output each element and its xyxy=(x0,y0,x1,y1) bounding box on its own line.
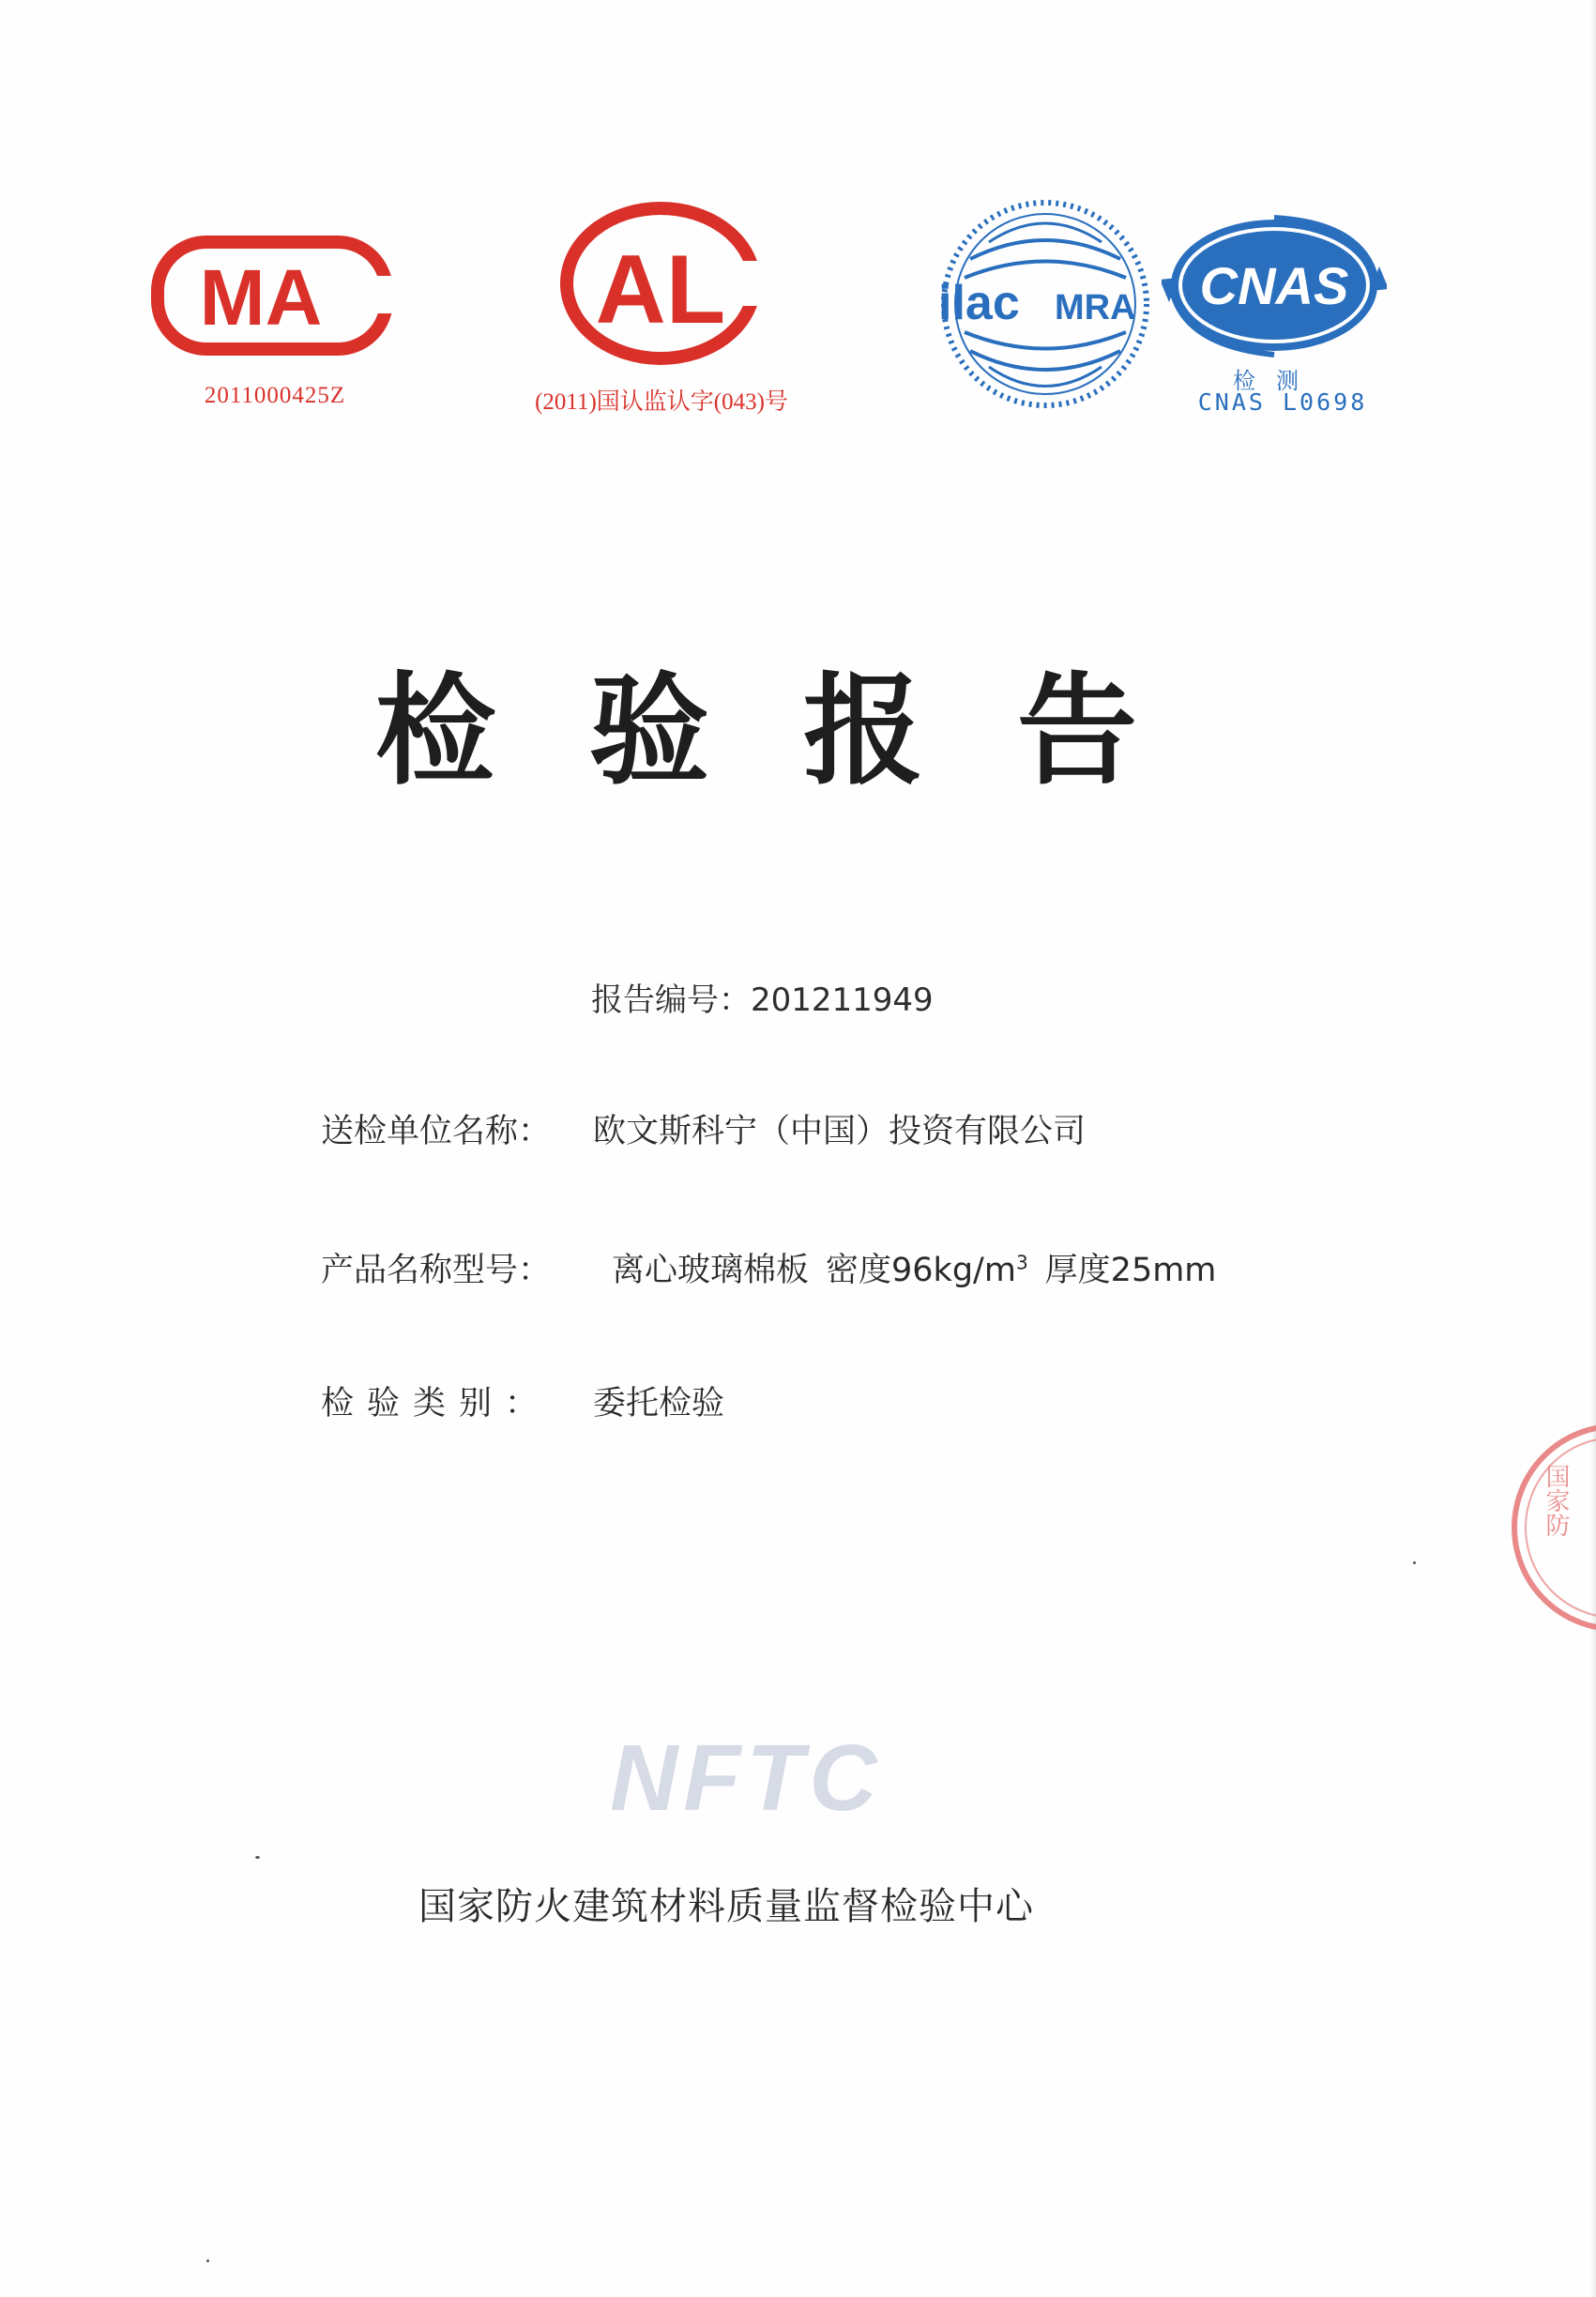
mra-text: MRA xyxy=(1055,288,1136,327)
cnas-logo-text: CNAS xyxy=(1199,256,1349,315)
cnas-category: 检测 xyxy=(1233,368,1319,394)
cnas-logo xyxy=(1162,205,1387,364)
ilac-mra-logo xyxy=(933,193,1158,415)
inspection-type-label: 检验类别： xyxy=(321,1385,552,1422)
product-density-exponent: 3 xyxy=(1015,1251,1028,1274)
product-density xyxy=(826,1252,1028,1289)
scan-speck xyxy=(255,1856,260,1859)
organization-name: 国家防火建筑材料质量监督检验中心 xyxy=(418,1885,1034,1928)
cma-number: 2011000425Z xyxy=(204,383,346,408)
client-value: 欧文斯科宁（中国）投资有限公司 xyxy=(593,1113,1087,1150)
inspection-type-value: 委托检验 xyxy=(593,1385,725,1422)
report-title: 检验报告 xyxy=(375,662,1232,801)
scan-speck xyxy=(206,2259,209,2262)
client-label: 送检单位名称： xyxy=(321,1113,552,1150)
scan-edge xyxy=(1590,0,1596,2297)
report-number: 报告编号：201211949 xyxy=(591,981,934,1019)
client-row xyxy=(321,1105,1086,1152)
cal-logo xyxy=(555,199,773,368)
cma-logo-text: MA xyxy=(199,253,323,342)
inspection-type-row xyxy=(321,1377,724,1424)
cnas-code: CNAS L0698 xyxy=(1197,388,1368,416)
cal-logo-text: AL xyxy=(595,236,726,344)
nftc-watermark: NFTC xyxy=(610,1726,883,1831)
product-density-text: 密度96kg/m xyxy=(826,1252,1016,1289)
ilac-text: ilac xyxy=(938,276,1020,330)
cal-number: (2011)国认监认字(043)号 xyxy=(535,389,788,415)
cma-logo xyxy=(150,235,394,357)
seal-text: 国家防 xyxy=(1542,1464,1570,1537)
product-row xyxy=(321,1244,1216,1291)
scan-speck xyxy=(1413,1561,1416,1564)
product-thickness: 厚度25mm xyxy=(1044,1252,1217,1289)
product-label: 产品名称型号： xyxy=(321,1252,552,1289)
product-name: 离心玻璃棉板 xyxy=(612,1252,810,1289)
